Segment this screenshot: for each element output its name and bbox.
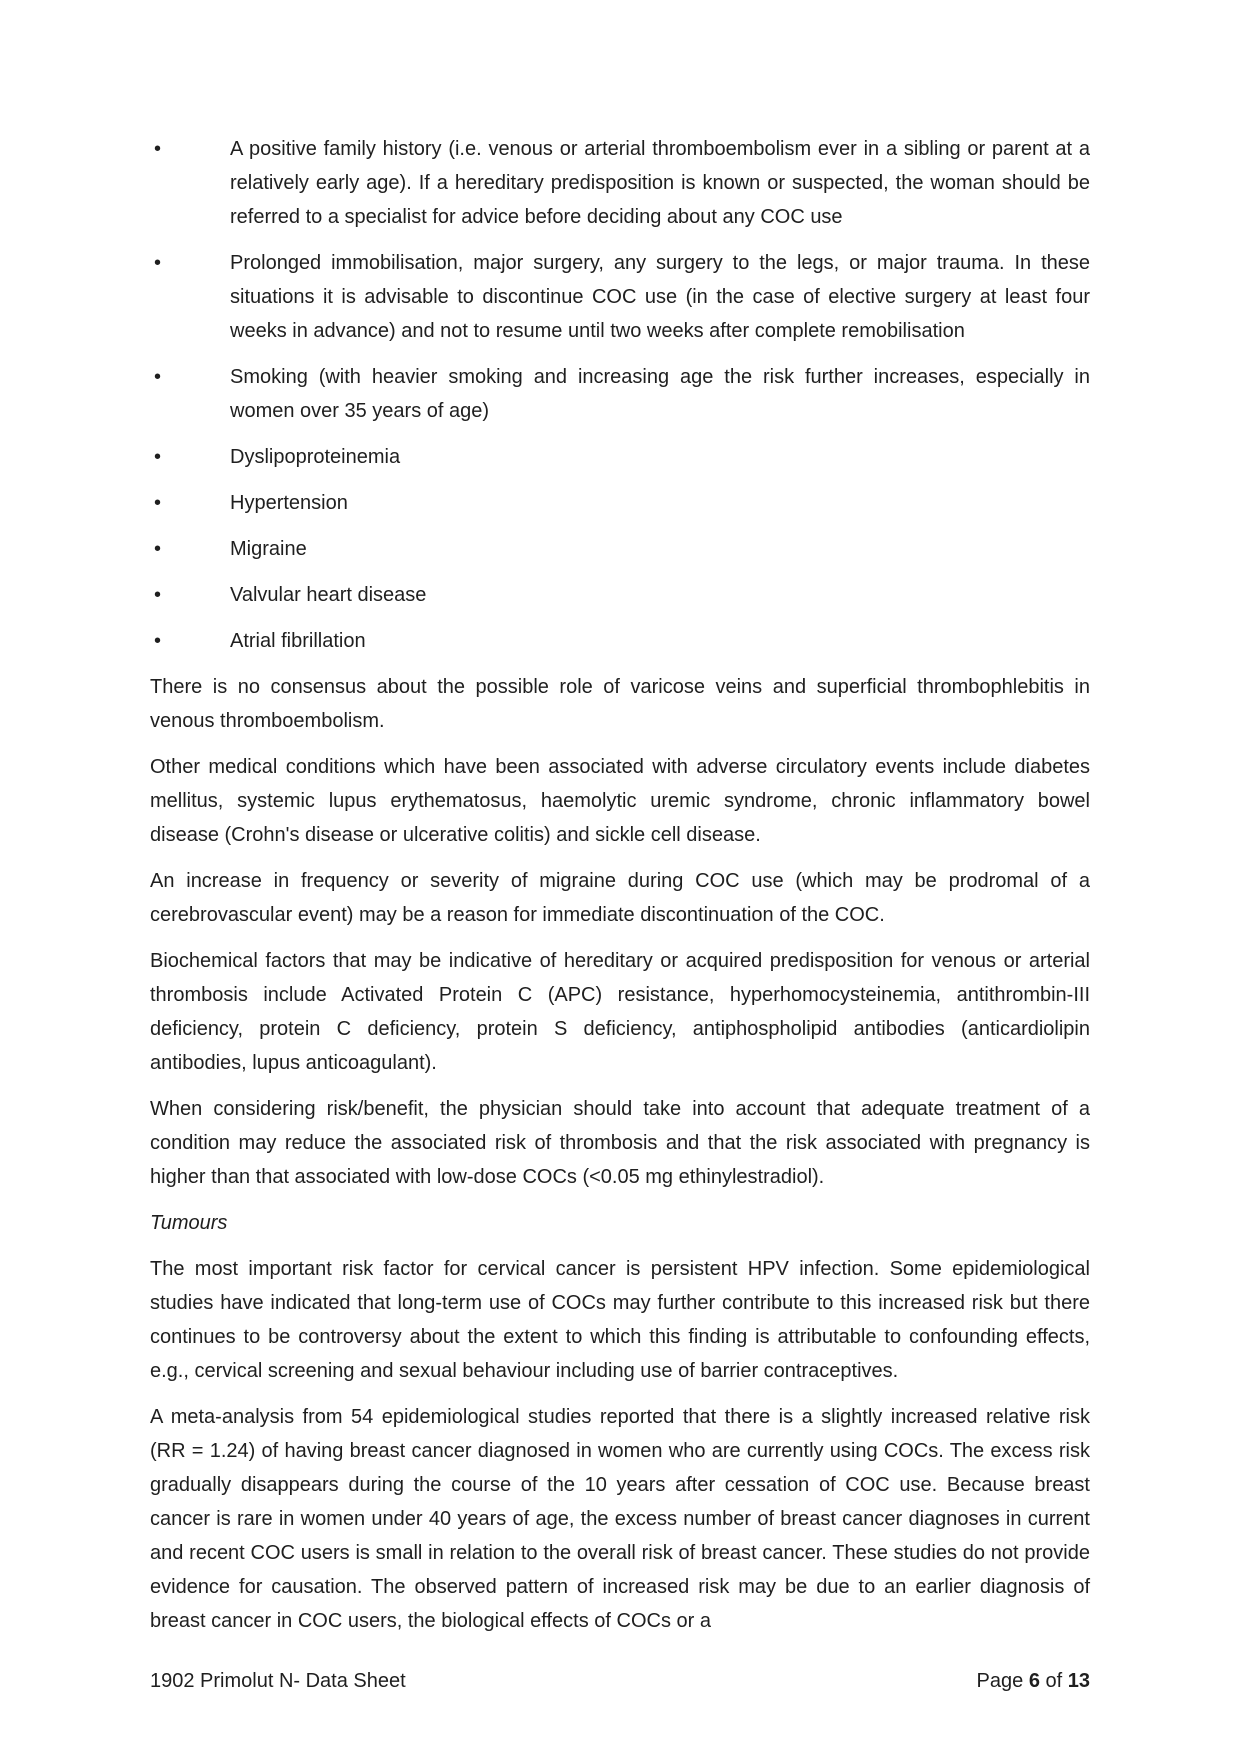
footer-document-title: 1902 Primolut N- Data Sheet	[150, 1670, 406, 1692]
bullet-item-text: Hypertension	[230, 492, 348, 514]
bullet-icon: •	[154, 630, 162, 652]
paragraph-biochemical-factors: Biochemical factors that may be indicative of hereditary or acquired predisposition for venous or arterial thrombosis include Activated Protein C (APC) resistance, hyperhomocysteinemia, antithrombin-III deficiency, protein C deficiency, protein S deficiency, antiphospholipid antibodies (anticardiolipin antibodies, lupus anticoagulant).	[150, 950, 1090, 1074]
paragraph-varicose-veins: There is no consensus about the possible role of varicose veins and superficial thrombophlebitis in venous thromboembolism.	[150, 676, 1090, 732]
bullet-list-item	[150, 578, 1090, 612]
bullet-list-item	[150, 486, 1090, 520]
bullet-item-text: Prolonged immobilisation, major surgery, any surgery to the legs, or major trauma. In these situations it is advisable to discontinue COC use (in the case of elective surgery at least four weeks in advance) and not to resume until two weeks after complete remobilisation	[230, 252, 1090, 342]
bullet-item-text: Smoking (with heavier smoking and increasing age the risk further increases, especially in women over 35 years of age)	[230, 366, 1090, 422]
paragraph-risk-benefit: When considering risk/benefit, the physician should take into account that adequate treatment of a condition may reduce the associated risk of thrombosis and that the risk associated with pregnancy is higher than that associated with low-dose COCs (<0.05 mg ethinylestradiol).	[150, 1098, 1090, 1188]
bullet-item-text: Valvular heart disease	[230, 584, 427, 606]
bullet-list-item	[150, 360, 1090, 428]
footer-page-number: 6	[1028, 1670, 1040, 1692]
bullet-icon: •	[154, 366, 162, 388]
bullet-item-text: Dyslipoproteinemia	[230, 446, 401, 468]
paragraph-cervical-cancer: The most important risk factor for cervical cancer is persistent HPV infection. Some epidemiological studies have indicated that long-term use of COCs may further contribute to this increased risk but there continues to be controversy about the extent to which this finding is attributable to confounding effects, e.g., cervical screening and sexual behaviour including use of barrier contraceptives.	[150, 1258, 1090, 1382]
bullet-icon: •	[154, 446, 162, 468]
page-footer	[150, 1666, 1090, 1696]
bullet-icon: •	[154, 138, 162, 160]
paragraph-other-conditions: Other medical conditions which have been associated with adverse circulatory events include diabetes mellitus, systemic lupus erythematosus, haemolytic uremic syndrome, chronic inflammatory bowel disease (Crohn's disease or ulcerative colitis) and sickle cell disease.	[150, 756, 1090, 846]
bullet-item-text: Atrial fibrillation	[230, 630, 366, 652]
bullet-icon: •	[154, 538, 162, 560]
bullet-item-text: A positive family history (i.e. venous or arterial thromboembolism ever in a sibling or parent at a relatively early age). If a hereditary predisposition is known or suspected, the woman should be referred to a specialist for advice before deciding about any COC use	[230, 138, 1090, 228]
bullet-icon: •	[154, 492, 162, 514]
bullet-list-item	[150, 532, 1090, 566]
document-body	[150, 132, 1090, 1650]
bullet-item-text: Migraine	[230, 538, 307, 560]
bullet-icon: •	[154, 252, 162, 274]
footer-page-indicator	[977, 1666, 1090, 1696]
footer-page-total: 13	[1067, 1670, 1090, 1692]
bullet-list-item	[150, 624, 1090, 658]
footer-page-word: Page	[976, 1670, 1024, 1692]
paragraph-breast-cancer: A meta-analysis from 54 epidemiological studies reported that there is a slightly increased relative risk (RR = 1.24) of having breast cancer diagnosed in women who are currently using COCs. The excess risk gradually disappears during the course of the 10 years after cessation of COC use. Because breast cancer is rare in women under 40 years of age, the excess number of breast cancer diagnoses in current and recent COC users is small in relation to the overall risk of breast cancer. These studies do not provide evidence for causation. The observed pattern of increased risk may be due to an earlier diagnosis of breast cancer in COC users, the biological effects of COCs or a	[150, 1406, 1090, 1632]
footer-of-word: of	[1045, 1670, 1063, 1692]
bullet-list-item	[150, 440, 1090, 474]
bullet-list-item	[150, 246, 1090, 348]
bullet-icon: •	[154, 584, 162, 606]
bullet-list-item	[150, 132, 1090, 234]
section-heading-tumours: Tumours	[150, 1212, 228, 1234]
paragraph-migraine-increase: An increase in frequency or severity of migraine during COC use (which may be prodromal of a cerebrovascular event) may be a reason for immediate discontinuation of the COC.	[150, 870, 1090, 926]
